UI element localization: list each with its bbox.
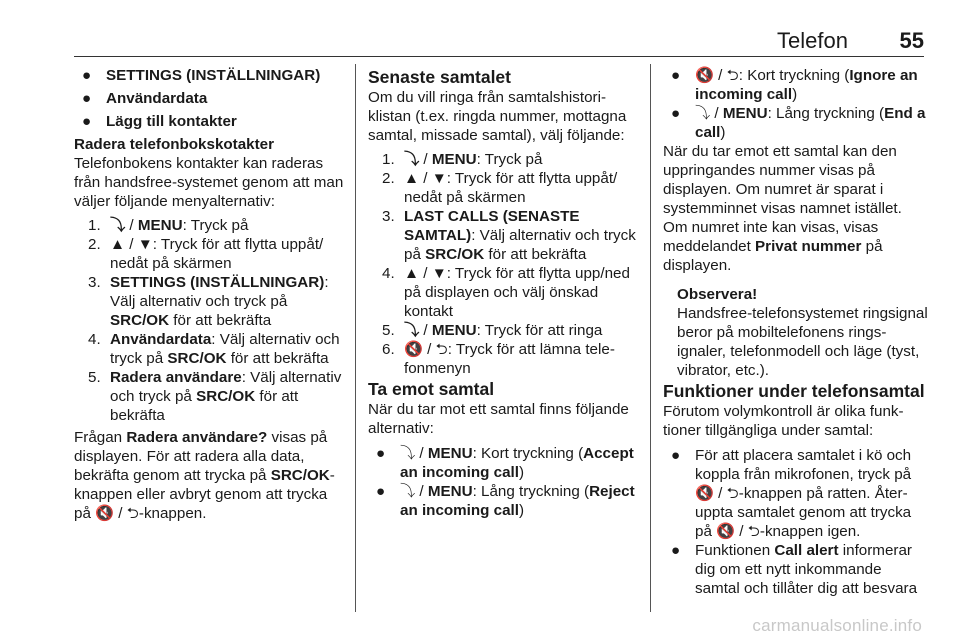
column-1 [74,66,344,523]
arrow-down-icon: ▼ [431,170,447,187]
call-icon: ⤵ [404,151,420,168]
step-3: 3. LAST CALLS (SENASTE SAMTAL): Välj alternativ och tryck på SRC/OK för att bekräfta [382,208,636,263]
mute-icon: 🔇 [716,523,736,540]
column-2 [368,66,638,520]
step-4: 4. Användardata: Välj alternativ och tryck på SRC/OK för att bekräfta [88,331,340,367]
header-title: Telefon [777,28,848,53]
step-6: 6. 🔇 / ⮌: Tryck för att lämna telefonmenyn [382,341,615,377]
list-item: ● ⤵ / MENU: Lång tryckning (End a call) [671,105,926,141]
paragraph: När du tar mot ett samtal finns följande alternativ: [368,401,629,437]
note-box [663,285,929,380]
list-item: ● Användardata [82,90,208,107]
list-item: ● ⤵ / MENU: Kort tryckning (Accept an incoming call) [376,445,634,481]
column-divider-1 [355,64,356,612]
mute-icon: 🔇 [695,67,714,84]
paragraph: När du tar emot ett samtal kan den uppringandes nummer visas på displayen. Om numret är sparat i systemminnet visas namnet istället. Om numret inte kan visas, visas meddelandet Privat nummer på displayen. [663,143,902,274]
step-2: 2. ▲ / ▼: Tryck för att flytta uppåt/ nedåt på skärmen [382,170,618,206]
back-icon: ⮌ [126,505,139,522]
list-item: ● Lägg till kontakter [82,113,237,130]
arrow-up-icon: ▲ [404,265,420,282]
mute-icon: 🔇 [404,341,423,358]
subheading: Radera telefonbokskotakter [74,136,275,153]
column-divider-2 [650,64,651,612]
page-number: 55 [899,28,924,53]
paragraph: Telefonbokens kontakter kan raderas från handsfree-systemet genom att man väljer följande menyalternativ: [74,155,344,210]
call-icon: ⤵ [400,445,416,462]
paragraph: Frågan Radera användare? visas på displayen. För att radera alla data, bekräfta genom att trycka på SRC/OK-knappen eller avbryt genom att trycka på 🔇 / ⮌-knappen. [74,429,335,522]
column-3 [663,66,929,598]
watermark: carmanualsonline.info [752,616,922,635]
call-icon: ⤵ [695,105,711,122]
paragraph: Om du vill ringa från samtalshistoriklistan (t.ex. ringda nummer, mottagna samtal, missade samtal), välj följande: [368,89,627,144]
call-icon: ⤵ [110,217,126,234]
header-rule [74,56,924,57]
section-heading: Funktioner under telefonsamtal [663,381,925,401]
section-heading: Senaste samtalet [368,67,511,87]
back-icon: ⮌ [747,523,760,540]
call-icon: ⤵ [400,483,416,500]
step-1: 1. ⤵ / MENU: Tryck på [88,217,249,234]
step-1: 1. ⤵ / MENU: Tryck på [382,151,543,168]
note-text: Handsfree-telefonsystemet ringsignal beror på mobiltelefonens ringsignaler, telefonmodell och läge (tyst, vibrator, etc.). [677,305,928,379]
note-title: Observera! [677,286,758,303]
back-icon: ⮌ [726,67,739,84]
back-icon: ⮌ [726,485,739,502]
list-item: ● Funktionen Call alert informerar dig om ett nytt inkommande samtal och tillåter dig att besvara [671,542,918,597]
step-3: 3. SETTINGS (INSTÄLLNINGAR): Välj alternativ och tryck på SRC/OK för att bekräfta [88,274,329,329]
mute-icon: 🔇 [95,505,115,522]
step-2: 2. ▲ / ▼: Tryck för att flytta uppåt/ nedåt på skärmen [88,236,324,272]
arrow-down-icon: ▼ [137,236,153,253]
step-4: 4. ▲ / ▼: Tryck för att flytta upp/ned på displayen och välj önskad kontakt [382,265,630,320]
mute-icon: 🔇 [695,485,714,502]
step-5: 5. Radera användare: Välj alternativ och tryck på SRC/OK för att bekräfta [88,369,342,424]
arrow-up-icon: ▲ [110,236,126,253]
list-item: ● ⤵ / MENU: Lång tryckning (Reject an incoming call) [376,483,635,519]
call-icon: ⤵ [404,322,420,339]
step-5: 5. ⤵ / MENU: Tryck för att ringa [382,322,603,339]
list-item: ● SETTINGS (INSTÄLLNINGAR) [82,67,321,84]
section-heading: Ta emot samtal [368,379,495,399]
list-item: ● För att placera samtalet i kö och koppla från mikrofonen, tryck på 🔇 / ⮌-knappen på ratten. Återuppta samtalet genom att trycka på 🔇 / ⮌-knappen igen. [671,447,912,540]
list-item: ● 🔇 / ⮌: Kort tryckning (Ignore an incoming call) [671,67,918,103]
arrow-up-icon: ▲ [404,170,420,187]
arrow-down-icon: ▼ [431,265,447,282]
paragraph: Förutom volymkontroll är olika funktioner tillgängliga under samtal: [663,403,904,439]
back-icon: ⮌ [435,341,448,358]
